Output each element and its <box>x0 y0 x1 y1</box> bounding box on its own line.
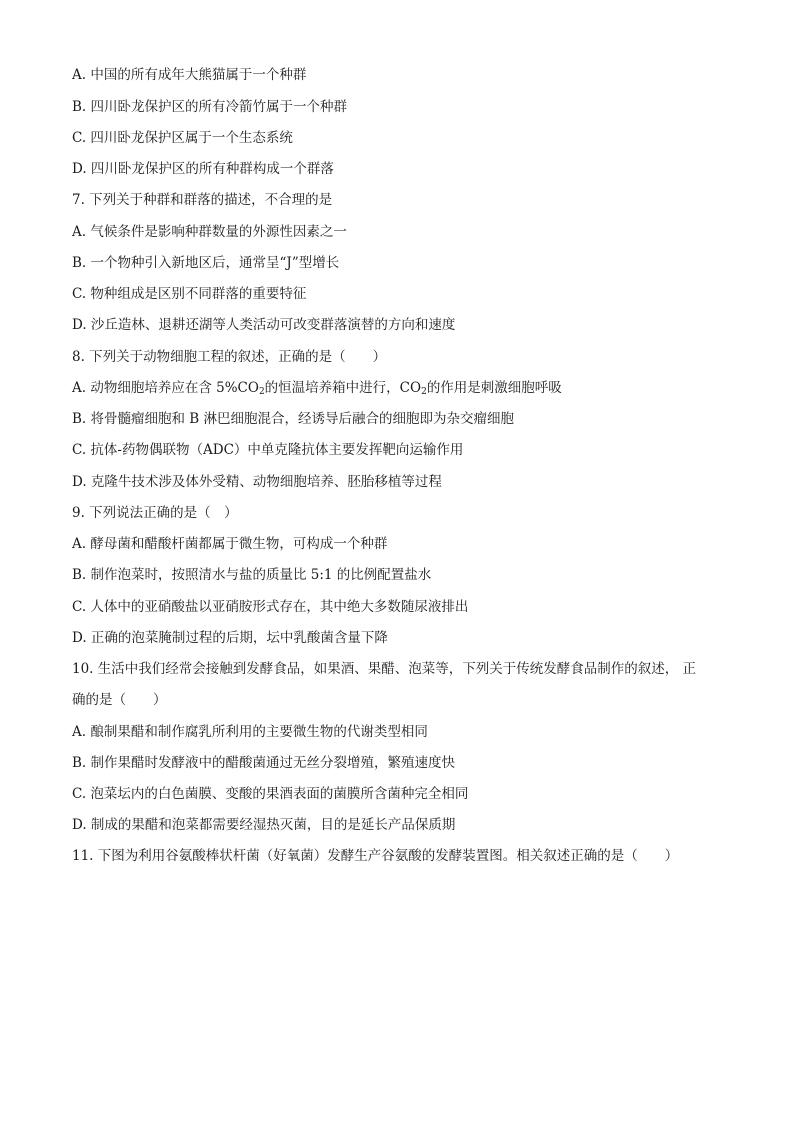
q11-stem: 11. 下图为利用谷氨酸棒状杆菌（好氧菌）发酵生产谷氨酸的发酵装置图。相关叙述正确的是（ ） <box>72 848 679 864</box>
q8-option-c: C. 抗体-药物偶联物（ADC）中单克隆抗体主要发挥靶向运输作用 <box>72 442 464 458</box>
q8-stem: 8. 下列关于动物细胞工程的叙述，正确的是（ ） <box>72 349 387 365</box>
q8-option-a <box>72 378 732 398</box>
q7-stem: 7. 下列关于种群和群落的描述，不合理的是 <box>72 192 333 208</box>
q9-option-a: A. 酵母菌和醋酸杆菌都属于微生物，可构成一个种群 <box>72 536 388 552</box>
q6-option-a: A. 中国的所有成年大熊猫属于一个种群 <box>72 67 307 83</box>
q8-option-d: D. 克隆牛技术涉及体外受精、动物细胞培养、胚胎移植等过程 <box>72 474 442 490</box>
q8-option-a-sub1: 2 <box>258 387 265 397</box>
q8-option-b: B. 将骨髓瘤细胞和 B 淋巴细胞混合，经诱导后融合的细胞即为杂交瘤细胞 <box>72 411 515 427</box>
q7-option-c: C. 物种组成是区别不同群落的重要特征 <box>72 286 307 302</box>
q6-option-c: C. 四川卧龙保护区属于一个生态系统 <box>72 130 293 146</box>
q10-stem-line1: 10. 生活中我们经常会接触到发酵食品，如果酒、果醋、泡菜等，下列关于传统发酵食品制作的叙述， 正 <box>72 661 697 677</box>
q9-option-d: D. 正确的泡菜腌制过程的后期，坛中乳酸菌含量下降 <box>72 630 388 646</box>
q6-option-b: B. 四川卧龙保护区的所有冷箭竹属于一个种群 <box>72 99 348 115</box>
q10-option-c: C. 泡菜坛内的白色菌膜、变酸的果酒表面的菌膜所含菌种完全相同 <box>72 786 469 802</box>
q7-option-b: B. 一个物种引入新地区后，通常呈“J”型增长 <box>72 255 340 271</box>
q10-option-d: D. 制成的果醋和泡菜都需要经湿热灭菌，目的是延长产品保质期 <box>72 817 456 833</box>
q10-option-b: B. 制作果醋时发酵液中的醋酸菌通过无丝分裂增殖，繁殖速度快 <box>72 755 456 771</box>
q7-option-d: D. 沙丘造林、退耕还湖等人类活动可改变群落演替的方向和速度 <box>72 317 456 333</box>
q9-stem: 9. 下列说法正确的是（ ） <box>72 505 238 521</box>
q8-option-a-part3: 的作用是刺激细胞呼吸 <box>426 380 562 396</box>
q9-option-b: B. 制作泡菜时，按照清水与盐的质量比 5:1 的比例配置盐水 <box>72 567 432 583</box>
q10-stem-line2: 确的是（ ） <box>72 692 167 708</box>
q7-option-a: A. 气候条件是影响种群数量的外源性因素之一 <box>72 224 347 240</box>
q6-option-d: D. 四川卧龙保护区的所有种群构成一个群落 <box>72 161 334 177</box>
q8-option-a-sub2: 2 <box>421 387 427 397</box>
q8-option-a-part1: A. 动物细胞培养应在含 5%CO <box>72 380 259 396</box>
q10-option-a: A. 酿制果醋和制作腐乳所利用的主要微生物的代谢类型相同 <box>72 724 428 740</box>
q9-option-c: C. 人体中的亚硝酸盐以亚硝胺形式存在，其中绝大多数随尿液排出 <box>72 599 469 615</box>
q8-option-a-part2: 的恒温培养箱中进行，CO <box>264 380 422 396</box>
